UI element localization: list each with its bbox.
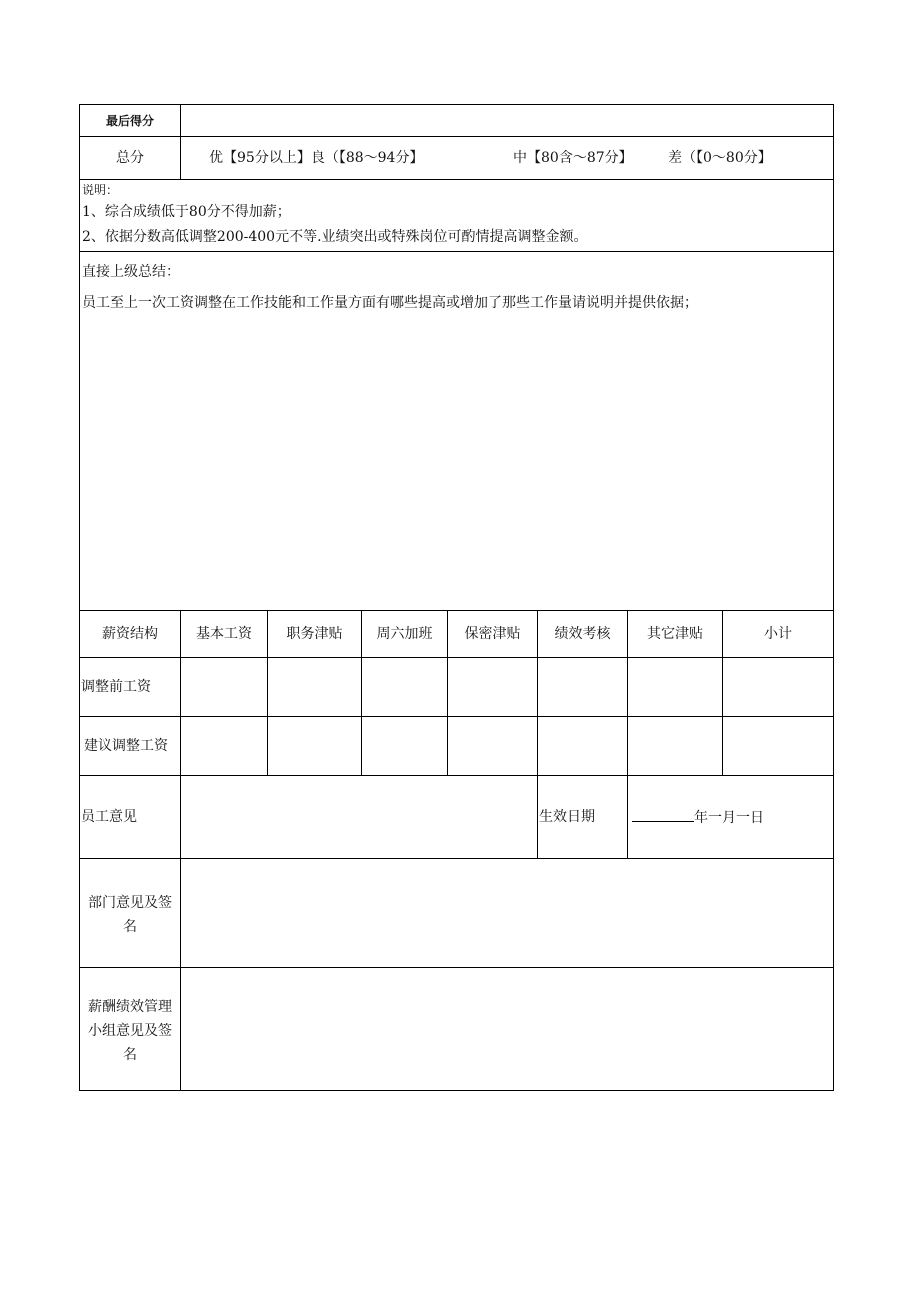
date-blank-line bbox=[632, 808, 694, 822]
grid-line bbox=[79, 251, 834, 252]
grid-line bbox=[79, 136, 834, 137]
grid-line bbox=[833, 104, 834, 1091]
salary-adjustment-form bbox=[79, 104, 834, 1091]
grid-line bbox=[79, 104, 834, 105]
header-basic-salary: 基本工资 bbox=[196, 626, 252, 642]
employee-opinion-label: 员工意见 bbox=[81, 809, 137, 825]
grid-line bbox=[79, 967, 834, 968]
header-saturday-overtime: 周六加班 bbox=[376, 626, 433, 642]
grid-line bbox=[180, 104, 181, 180]
grid-line bbox=[79, 716, 834, 717]
grade-excellent-good: 优【95分以上】良（【88～94分】 bbox=[209, 150, 424, 166]
notes-item-1: 1、综合成绩低于80分不得加薪； bbox=[82, 204, 291, 220]
notes-item-2: 2、依据分数高低调整200-400元不等.业绩突出或特殊岗位可酌情提高调整金额。 bbox=[82, 229, 588, 245]
summary-text-area[interactable] bbox=[80, 316, 833, 608]
grid-line bbox=[79, 1090, 834, 1091]
summary-title: 直接上级总结： bbox=[82, 264, 180, 280]
grade-medium: 中【80含～87分】 bbox=[513, 150, 633, 166]
effective-date-label: 生效日期 bbox=[539, 809, 595, 825]
grid-line bbox=[79, 775, 834, 776]
committee-opinion-label-line3: 名 bbox=[123, 1047, 137, 1063]
header-subtotal: 小计 bbox=[764, 626, 792, 642]
header-other-allowance: 其它津贴 bbox=[647, 626, 703, 642]
committee-opinion-label-line2: 小组意见及签 bbox=[88, 1023, 172, 1039]
row-label-suggested-adjustment: 建议调整工资 bbox=[84, 738, 168, 754]
committee-opinion-field[interactable] bbox=[181, 969, 833, 1090]
department-opinion-label-line2: 名 bbox=[123, 919, 137, 935]
grid-line bbox=[79, 657, 834, 658]
grid-line bbox=[79, 610, 834, 611]
employee-opinion-field[interactable] bbox=[181, 777, 537, 858]
date-suffix: 年一月一日 bbox=[694, 810, 764, 826]
row-label-before-adjustment: 调整前工资 bbox=[81, 679, 151, 695]
grid-line bbox=[627, 610, 628, 859]
grid-line bbox=[79, 179, 834, 180]
department-opinion-field[interactable] bbox=[181, 860, 833, 967]
header-confidentiality-allowance: 保密津贴 bbox=[464, 626, 521, 642]
effective-date-field[interactable] bbox=[632, 808, 764, 827]
grid-line bbox=[79, 858, 834, 859]
total-score-label: 总分 bbox=[116, 150, 144, 166]
grid-line bbox=[537, 610, 538, 859]
department-opinion-label-line1: 部门意见及签 bbox=[88, 895, 172, 911]
final-score-label: 最后得分 bbox=[105, 114, 154, 128]
grade-poor: 差（【0～80分】 bbox=[668, 150, 772, 166]
committee-opinion-label-line1: 薪酬绩效管理 bbox=[88, 999, 172, 1015]
summary-prompt: 员工至上一次工资调整在工作技能和工作量方面有哪些提高或增加了那些工作量请说明并提供依据； bbox=[82, 295, 698, 311]
header-salary-structure: 薪资结构 bbox=[102, 626, 158, 642]
notes-title: 说明： bbox=[82, 183, 119, 197]
header-position-allowance: 职务津贴 bbox=[286, 626, 343, 642]
header-performance-review: 绩效考核 bbox=[554, 626, 611, 642]
